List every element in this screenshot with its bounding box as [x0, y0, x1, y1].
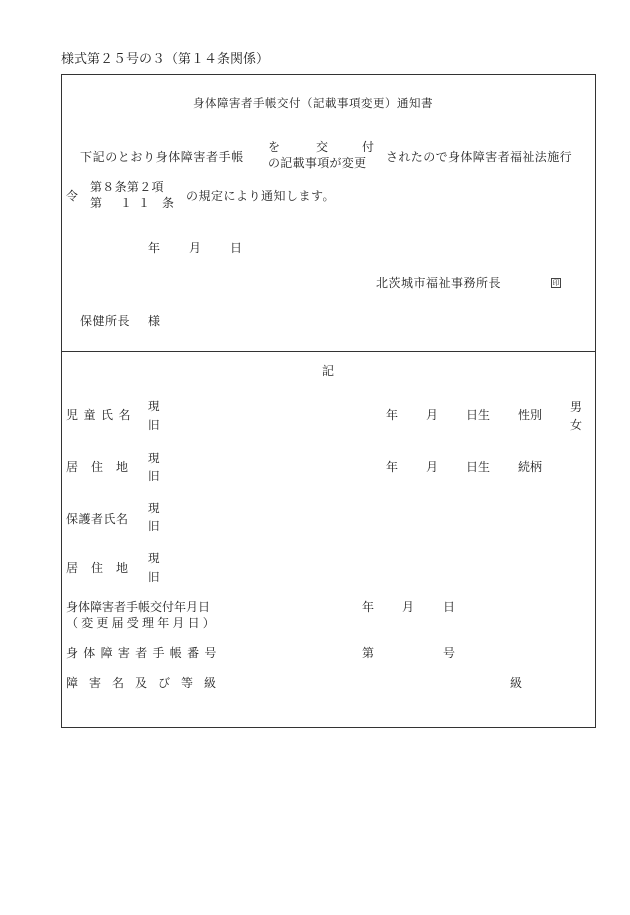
former-mark: 旧	[148, 418, 160, 432]
birth-year: 年	[386, 408, 399, 422]
option-article11-jou: 条	[162, 196, 175, 210]
seal-mark: 印	[552, 279, 560, 287]
current-mark: 現	[148, 501, 160, 515]
label-relation: 続柄	[518, 460, 543, 474]
label-change-receipt-date: （変更届受理年月日）	[66, 616, 219, 630]
booklet-number-suffix: 号	[443, 646, 456, 660]
label-booklet-number: 身体障害者手帳番号	[66, 646, 222, 660]
birth-day: 日生	[466, 460, 491, 474]
label-child-name: 児童氏名	[66, 408, 137, 422]
grade-suffix: 級	[510, 676, 523, 690]
option-change: の記載事項が変更	[268, 156, 367, 170]
body-line1-start: 下記のとおり身体障害者手帳	[80, 150, 244, 164]
label-address: 居住地	[66, 460, 142, 474]
body-line2-end: の規定により通知します。	[186, 189, 336, 203]
sex-male: 男	[570, 400, 583, 414]
former-mark: 旧	[148, 519, 160, 533]
option-article11-num: １１	[120, 196, 157, 210]
current-mark: 現	[148, 399, 160, 413]
option-fu: 付	[362, 140, 375, 154]
body-line2-rei: 令	[66, 189, 79, 203]
birth-day: 日生	[466, 408, 491, 422]
sex-female: 女	[570, 418, 583, 432]
date-day: 日	[230, 241, 243, 255]
option-wo: を	[268, 140, 281, 154]
issue-day: 日	[443, 600, 456, 614]
option-article8: 第８条第２項	[90, 180, 164, 194]
current-mark: 現	[148, 451, 160, 465]
current-mark: 現	[148, 551, 160, 565]
date-year: 年	[148, 241, 161, 255]
form-title: 身体障害者手帳交付（記載事項変更）通知書	[193, 96, 433, 110]
form-number: 様式第２５号の３（第１４条関係）	[61, 52, 270, 67]
body-line1-end: されたので身体障害者福祉法施行	[386, 150, 573, 164]
booklet-number-prefix: 第	[362, 646, 375, 660]
section-divider	[61, 351, 596, 352]
label-guardian-name: 保護者氏名	[66, 512, 129, 526]
label-sex: 性別	[518, 408, 543, 422]
birth-month: 月	[426, 408, 439, 422]
option-article11-dai: 第	[90, 196, 103, 210]
label-guardian-address: 居住地	[66, 561, 142, 575]
issue-year: 年	[362, 600, 375, 614]
recipient-name: 保健所長	[80, 314, 131, 328]
birth-month: 月	[426, 460, 439, 474]
former-mark: 旧	[148, 570, 160, 584]
notes-heading: 記	[322, 364, 335, 378]
recipient-honorific: 様	[148, 314, 161, 328]
option-kou: 交	[316, 140, 329, 154]
date-month: 月	[189, 241, 202, 255]
issue-month: 月	[402, 600, 415, 614]
label-disability-grade: 障害名及び等級	[66, 676, 228, 690]
issuer: 北茨城市福祉事務所長	[376, 276, 502, 290]
former-mark: 旧	[148, 469, 160, 483]
birth-year: 年	[386, 460, 399, 474]
label-issue-date: 身体障害者手帳交付年月日	[66, 600, 211, 614]
